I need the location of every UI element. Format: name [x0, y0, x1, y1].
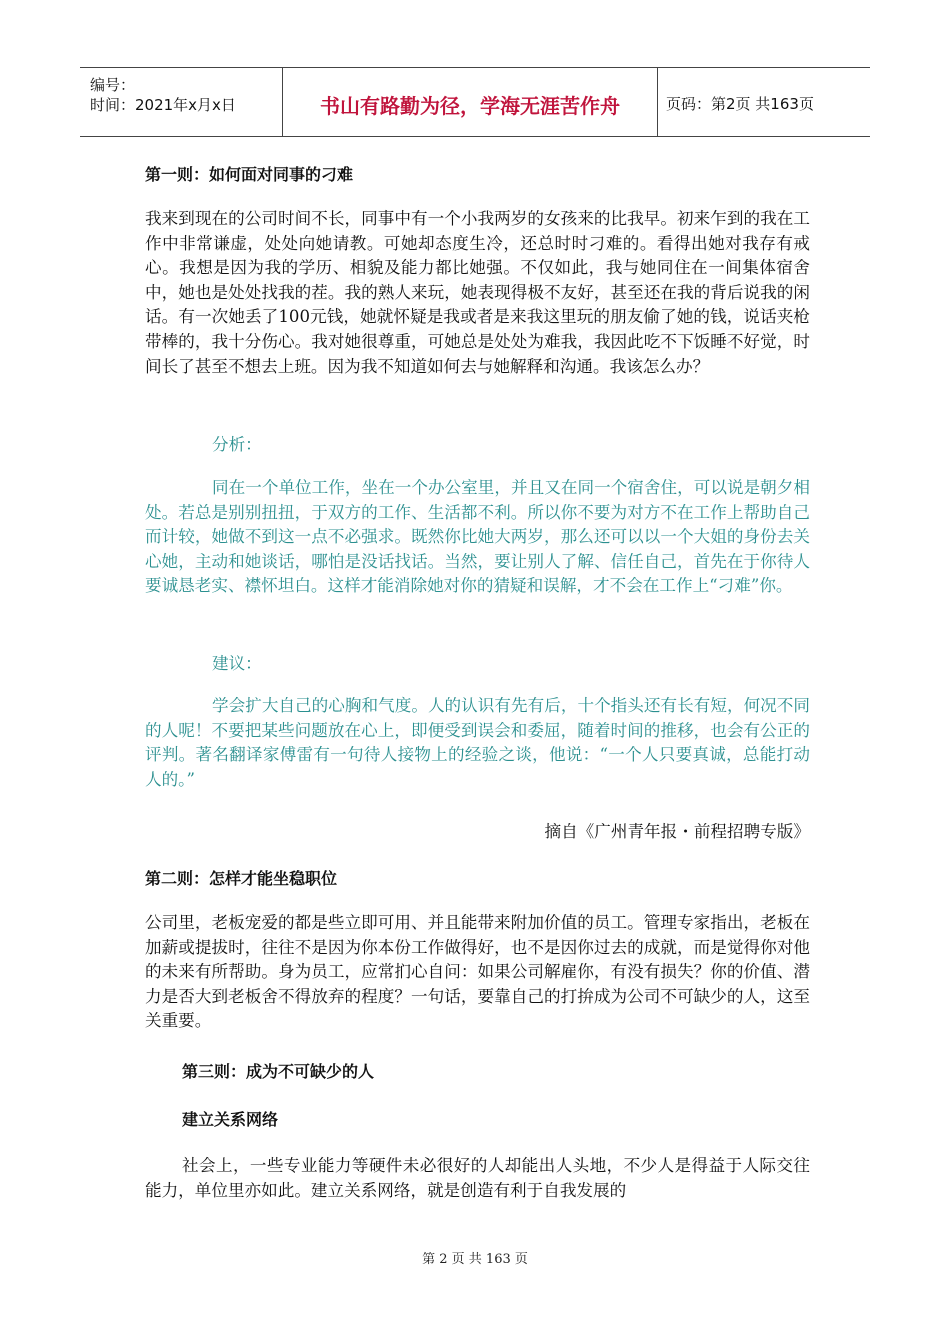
article-source: 摘自《广州青年报・前程招聘专版》: [544, 822, 810, 841]
section1-story: 我来到现在的公司时间不长，同事中有一个小我两岁的女孩来的比我早。初来乍到的我在工作中非常谦虚，处处向她请教。可她却态度生冷，还总时时刁难的。看得出她对我存有戒心。我想是因为我的学历、相貌及能力都比她强。不仅如此，我与她同住在一间集体宿舍中，她也是处处找我的茬。我的熟人来玩，她表现得极不友好，甚至还在我的背后说我的闲话。有一次她丢了100元钱，她就怀疑是我或者是来我这里玩的朋友偷了她的钱，说话夹枪带棒的，我十分伤心。我对她很尊重，可她总是处处为难我，我因此吃不下饭睡不好觉，时间长了甚至不想去上班。因为我不知道如何去与她解释和沟通。我该怎么办？: [145, 209, 810, 376]
header-motto: 书山有路勤为径，学海无涯苦作舟: [320, 94, 620, 118]
section2-title: 第二则：怎样才能坐稳职位: [145, 869, 338, 888]
section2-body: 公司里，老板宠爱的都是些立即可用、并且能带来附加价值的员工。管理专家指出，老板在加薪或提拔时，往往不是因为你本份工作做得好，也不是因你过去的成就，而是觉得你对他的未来有所帮助。身为员工，应常扪心自问：如果公司解雇你，有没有损失？你的价值、潜力是否大到老板舍不得放弃的程度？一句话，要靠自己的打拚成为公司不可缺少的人，这至关重要。: [145, 913, 810, 1031]
advice-label: 建议：: [212, 654, 262, 673]
header-page-cell: [658, 68, 870, 136]
analysis-label: 分析：: [212, 435, 262, 454]
header-meta-cell: [80, 68, 283, 136]
section3-body: 社会上，一些专业能力等硬件未必很好的人却能出人头地，不少人是得益于人际交往能力，单位里亦如此。建立关系网络，就是创造有利于自我发展的: [145, 1156, 810, 1200]
header-motto-cell: [283, 68, 658, 136]
section1-title: 第一则：如何面对同事的刁难: [145, 165, 354, 184]
section3-title: 第三则：成为不可缺少的人: [182, 1062, 375, 1081]
document-header: [80, 67, 870, 137]
advice-text: 学会扩大自己的心胸和气度。人的认识有先有后，十个指头还有长有短，何况不同的人呢！不要把某些问题放在心上，即便受到误会和委屈，随着时间的推移，也会有公正的评判。著名翻译家傅雷有一句待人接物上的经验之谈，他说：“一个人只要真诚，总能打动人的。”: [145, 696, 810, 789]
document-number: 编号：: [90, 76, 136, 94]
header-page-number: 页码：第2页 共163页: [666, 95, 814, 113]
analysis-text: 同在一个单位工作，坐在一个办公室里，并且又在同一个宿舍住，可以说是朝夕相处。若总是别别扭扭，于双方的工作、生活都不利。所以你不要为对方不在工作上帮助自己而计较，她做不到这一点不必强求。既然你比她大两岁，那么还可以以一个大姐的身份去关心她，主动和她谈话，哪怕是没话找话。当然，要让别人了解、信任自己，首先在于你待人要诚恳老实、襟怀坦白。这样才能消除她对你的猜疑和误解，才不会在工作上“刁难”你。: [145, 478, 810, 596]
page-footer: 第 2 页 共 163 页: [422, 1252, 528, 1267]
document-date: 时间：2021年x月x日: [90, 96, 236, 114]
section3-subtitle: 建立关系网络: [182, 1110, 279, 1129]
